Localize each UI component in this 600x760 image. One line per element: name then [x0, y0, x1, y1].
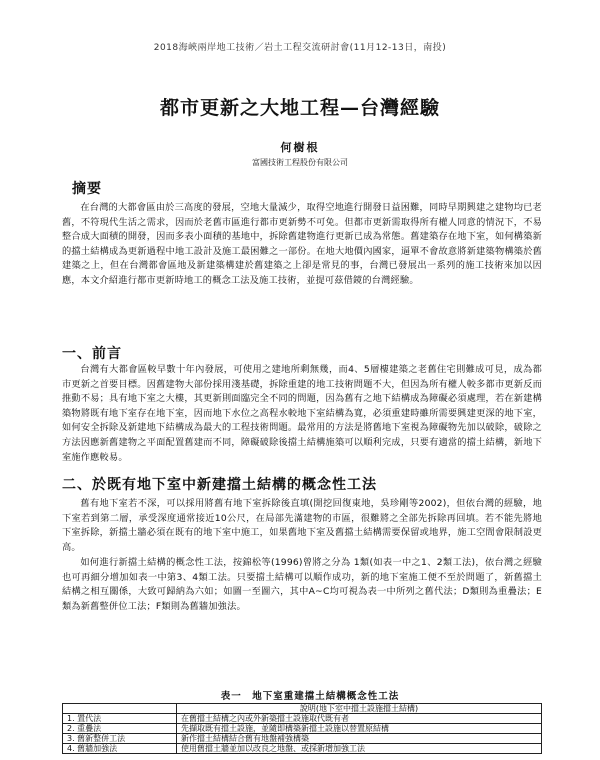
abstract-heading: 摘要	[72, 181, 102, 197]
author-name: 何樹根	[280, 141, 320, 154]
table-cell-method: 3. 舊新整併工法	[63, 734, 177, 744]
table-row	[63, 734, 542, 744]
table-cell-method: 1. 置代法	[63, 714, 177, 724]
running-header: 2018海峽兩岸地工技術／岩土工程交流研討會(11月12-13日，南投)	[153, 43, 447, 53]
abstract-text: 在台灣的大都會區由於三高度的發展，空地大量減少，取得空地進行開發日益困難，同時早期興建之建物均已老舊，不符現代生活之需求，因而於老舊市區進行都市更新勢不可免。但都市更新需取得所有權人同意的情況下，不易整合成大面積的開發，因而多表小面積的基地中，拆除舊建物進行更新已成為常態。舊建築存在地下室，如何構築新的擋土結構成為更新過程中地工設計及施工最困難之一部份。在地大地價內國家，逼單不會故意將新建築物構築於舊建築之上，但在台灣都會區地及新建築構建於舊建築之上卻是常見的事，台灣已發展出一系列的施工技術來加以因應，本文介紹進行都市更新時地工的概念工法及施工技術，並提可茲借鏡的台灣經驗。	[62, 202, 542, 286]
table-row	[63, 714, 542, 724]
table-row	[63, 744, 542, 754]
section-1-text: 台灣有大都會區較早數十年內發展，可使用之建地所剩無幾，而4、5層樓建築之老舊住宅則難成可見，成為都市更新之首要目標。因舊建物大部份採用淺基礎，拆除重建的地工技術問題不大，但因為所有權人較多都市更新反而推動不易；具有地下室之大樓，其更新則面臨完全不同的問題，因為舊有之地下結構成為障礙必須處理，若在新建構築物將既有地下室存在地下室，因而地下水位之高程水較地下室結構為寬，必須重建時雖所需要興建更深的地下室，如何安全拆除及新建地下結構成為最大的工程技術問題。最常用的方法是將舊地下室視為障礙物先加以破除，破除之方法因應新舊建物之平面配置舊建而不同，障礙破除後擋土結構施築可以順利完成，只要有適當的擋土結構，新地下室施作應較易。	[62, 364, 542, 463]
table-caption: 表一 地下室重建擋土結構概念性工法	[220, 691, 400, 702]
section-1-heading: 一、前言	[62, 346, 122, 362]
table-header-cell: 說明(地下室中擋土設施擋土結構)	[177, 704, 542, 714]
section-2-paragraph-2: 如何進行新擋土結構的概念性工法，按錦松等(1996)曾將之分為 1類(如表一中之1、2類工法)，依台灣之經驗也可再細分增加如表一中第3、4類工法。只要擋土結構可以順作成功，新的地下室施工便不至於問題了，新舊擋土結構之相互關係，大致可歸納為六如；如圖一至圖六，其中A~C均可視為表一中所列之舊代法；D類則為重疊法；E類為新舊整併位工法；F類則為舊牆加強法。	[62, 557, 542, 612]
table-cell-description: 先擷取既有擋土設施，並隨即構築新擋土設施以替置原結構	[177, 724, 542, 734]
author-affiliation: 富國技術工程股份有限公司	[252, 158, 348, 167]
table-cell-method: 2. 重疊法	[63, 724, 177, 734]
section-2-paragraph-1: 舊有地下室若不深，可以採用將舊有地下室拆除後直填(開挖回復東地，吳珍剛等2002)，但依台灣的經驗，地下室若到第二層，承受深度通常接近10公尺，在局部先滿建物的市區，很難將之全部先拆除再回填。若不能先將地下室拆除，新擋土牆必須在既有的地下室中施工，如果舊地下室及舊擋土結構需要保留或地界，施工空間會限制設更高。	[62, 498, 542, 553]
section-2-heading: 二、於既有地下室中新建擋土結構的概念性工法	[62, 477, 377, 493]
methods-table	[62, 703, 542, 754]
table-row	[63, 724, 542, 734]
table-header-cell	[63, 704, 177, 714]
table-header-row	[63, 704, 542, 714]
table-cell-method: 4. 舊牆加強法	[63, 744, 177, 754]
table-cell-description: 使用舊擋土牆並加以改良之地盤、或採新增加強工法	[177, 744, 542, 754]
table-cell-description: 在舊擋土結構之內或外新築擋土設施取代既有者	[177, 714, 542, 724]
table-cell-description: 新作擋土結構結合舊有地盤補強構築	[177, 734, 542, 744]
paper-title: 都市更新之大地工程—台灣經驗	[159, 97, 440, 119]
